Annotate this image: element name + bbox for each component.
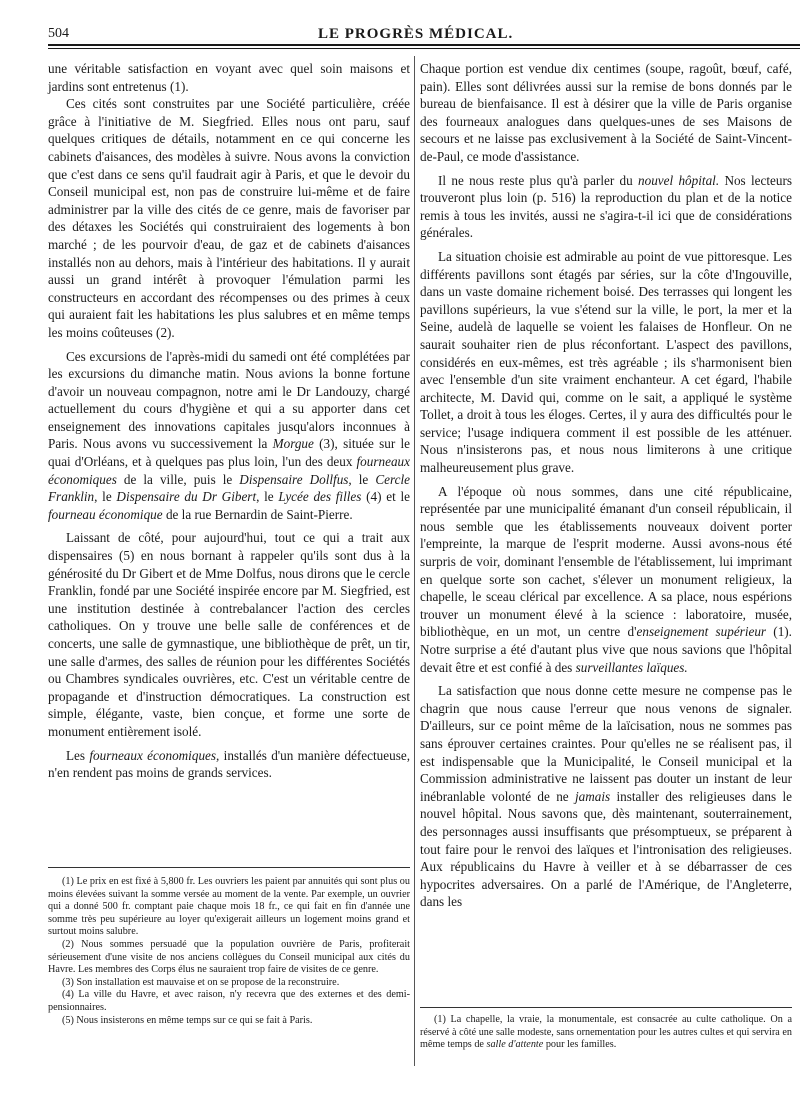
paragraph: Il ne nous reste plus qu'à parler du nouvel hôpital. Nos lecteurs trouveront plus loin (p. 516) la reproduction du plan et de la notice remis à tous les invités, aussi ne s'agira-t-il ici que de considérations générales. <box>420 172 792 241</box>
paragraph: La situation choisie est admirable au point de vue pittoresque. Les différents pavillons sont étagés par séries, sur la côte d'Ingouville, dans un vaste domaine richement boisé. Des terrasses qui longent les pavillons supérieurs, la vue s'étend sur la ville, le port, la mer et la Seine, audelà de laquelle se voient les falaises de Honfleur. On ne saurait souhaiter rien de plus réconfortant. L'aspect des pavillons, considérés en eux-mêmes, est très agréable ; ils s'harmonisent bien avec l'ensemble d'un site vraiment enchanteur. A cet égard, l'habile architecte, M. David qui, comme on le sait, a appliqué le système Tollet, a droit à tous les éloges. Certes, il y aura des difficultés pour le service; l'usage indiquera comment il est possible de les atténuer. Nous n'insisterons pas, et nous nous limiterons à une critique malheureusement plus grave. <box>420 248 792 476</box>
header-rule-thick <box>48 44 800 46</box>
journal-title: LE PROGRÈS MÉDICAL. <box>318 26 514 42</box>
paragraph: une véritable satisfaction en voyant avec quel soin maisons et jardins sont entretenus (1). <box>48 61 410 94</box>
footnote: (4) La ville du Havre, et avec raison, n'y recevra que des externes et des demi-pensionnaires. <box>48 989 410 1013</box>
footnote: (3) Son installation est mauvaise et on se propose de la reconstruire. <box>62 976 340 988</box>
paragraph: A l'époque où nous sommes, dans une cité républicaine, représentée par une municipalité émanant d'un conseil républicain, il nous semble que les établissements nouveaux doivent porter l'empreinte, la marque de l'esprit moderne. Aussi avons-nous été surpris de voir, dominant l'ensemble de l'établissement, lui imprimant en quelque sorte son cachet, s'élever un monument religieux, la chapelle, le sceau clérical par excellence. A sa place, nous espérions trouver un monument élevé à la science : laboratoire, musée, bibliothèque, en un mot, un centre d'enseignement supérieur (1). Notre surprise a été d'autant plus vive que nous savions que l'hôpital devait être et est confié à des surveillantes laïques. <box>420 483 792 675</box>
page-header <box>48 24 800 44</box>
paragraph: La satisfaction que nous donne cette mesure ne compense pas le chagrin que nous cause l'erreur que nous venons de signaler. D'ailleurs, sur ce point même de la laïcisation, nous ne sommes pas sans éprouver certaines craintes. Pour qu'elles ne se réalisent pas, il est indispensable que la Municipalité, le Conseil municipal et la Commission administrative ne laissent pas douter un instant de leur inébranlable volonté de ne jamais installer des religieuses dans le nouvel hôpital. Nous savons que, dès maintenant, souterrainement, des personnages aussi insuffisants que présomptueux, se préparent à tout faire pour le renvoi des laïques et l'intronisation des religieuses. Aux républicains du Havre à veiller et à se débarrasser de ces hypocrites adversaires. On a parlé de l'Amérique, de l'Angleterre, dans les <box>420 683 792 910</box>
column-divider <box>414 56 415 1066</box>
paragraph: Ces excursions de l'après-midi du samedi ont été complétées par les excursions du dimanche matin. Nous avions la bonne fortune d'avoir un nouveau compagnon, notre ami le Dr Landouzy, chargé actuellement du cours d'hygiène et qui a su apporter dans cet enseignement des innovations capitales jusqu'alors inconnues à Paris. Nous avons vu successivement la Morgue (3), située sur le quai d'Orléans, et à quelques pas plus loin, l'un des deux fourneaux économiques de la ville, puis le Dispensaire Dollfus, le Cercle Franklin, le Dispensaire du Dr Gibert, le Lycée des filles (4) et le fourneau économique de la rue Bernardin de Saint-Pierre. <box>48 348 410 522</box>
footnote: (2) Nous sommes persuadé que la population ouvrière de Paris, profiterait sérieusement d'une visite de nos anciens collègues du Conseil municipal aux cités du Havre. Les membres des Corps élus ne sauraient trop faire de visites de ce genre. <box>48 938 410 976</box>
footnote-rule <box>420 1007 792 1008</box>
footnote: (1) Le prix en est fixé à 5,800 fr. Les ouvriers les paient par annuités qui sont plus ou moins élevées suivant la somme versée au moment de la vente. Par exemple, un ouvrier qui a donné 500 fr. comptant paie chaque mois 18 fr., ce qui fait en fin d'année une somme très peu supérieure au loyer qu'exigerait ailleurs un logement moins grand et surtout moins salubre. <box>48 876 410 938</box>
page-number: 504 <box>48 26 69 41</box>
paragraph: Ces cités sont construites par une Société particulière, créée grâce à l'initiative de M. Siegfried. Elles nous ont paru, sauf quelques critiques de détails, notamment en ce qui concerne les cabinets d'aisances, des modèles à suivre. Nous avons la conviction que c'est dans ce sens qu'il faudrait agir à Paris, et que le devoir du Conseil municipal est, non pas de construire lui-même et de faire administrer par la ville des cités de ce genre, mais de favoriser par des détaxes les Sociétés qui construiraient des logements à bon marché ; de les pourvoir d'eau, de gaz et de cabinets d'aisances installés non au dehors, mais à l'intérieur des habitations. Il y aurait aussi un grand intérêt à provoquer l'émulation parmi les constructeurs en accordant des récompenses ou des primes à ceux qui auraient fait les habitations les plus salubres et en même temps les moins coûteuses (2). <box>48 96 410 340</box>
footnote: (5) Nous insisterons en même temps sur ce qui se fait à Paris. <box>62 1014 313 1026</box>
footnotes-left <box>48 876 410 1027</box>
paragraph: Laissant de côté, pour aujourd'hui, tout ce qui a trait aux dispensaires (5) en nous bornant à rappeler qu'ils sont dus à la générosité du Dr Gibert et de Mme Dolfus, nous dirons que le cercle Franklin, fondé par une Société inspirée encore par M. Siegfried, est une institution destinée à contrebalancer l'action des cercles catholiques. On y trouve une belle salle de conférences et de concerts, une salle de gymnastique, une bibliothèque de prêt, un tir, une salle d'armes, des salles de réunion pour les différentes Sociétés ou Chambres syndicales ouvrières, etc. C'est un véritable centre de propagande et d'instruction démocratiques. La construction est simple, élégante, vaste, bien conçue, et forme une sorte de monument entièrement isolé. <box>48 530 410 739</box>
paragraph: Chaque portion est vendue dix centimes (soupe, ragoût, bœuf, café, pain). Elles sont délivrées aussi sur la remise de bons donnés par le bureau de bienfaisance. Il est à désirer que la ville de Paris organise des fourneaux analogues dans quelques-unes de ses Maisons de secours et ne laisse pas exclusivement à la Société de Saint-Vincent-de-Paul, ce mode d'assistance. <box>420 61 792 164</box>
footnote-rule <box>48 867 410 868</box>
footnote: (1) La chapelle, la vraie, la monumentale, est consacrée au culte catholique. On a réservé à côté une salle modeste, sans ornementation pour les autres cultes et qui servira en même temps de salle d'attente pour les familles. <box>420 1014 792 1051</box>
left-column <box>48 60 410 782</box>
header-rule-thin <box>48 48 800 49</box>
right-column <box>420 60 792 911</box>
paragraph: Les fourneaux économiques, installés d'un manière défectueuse, n'en rendent pas moins de grands services. <box>48 747 411 781</box>
footnotes-right <box>420 1014 792 1052</box>
